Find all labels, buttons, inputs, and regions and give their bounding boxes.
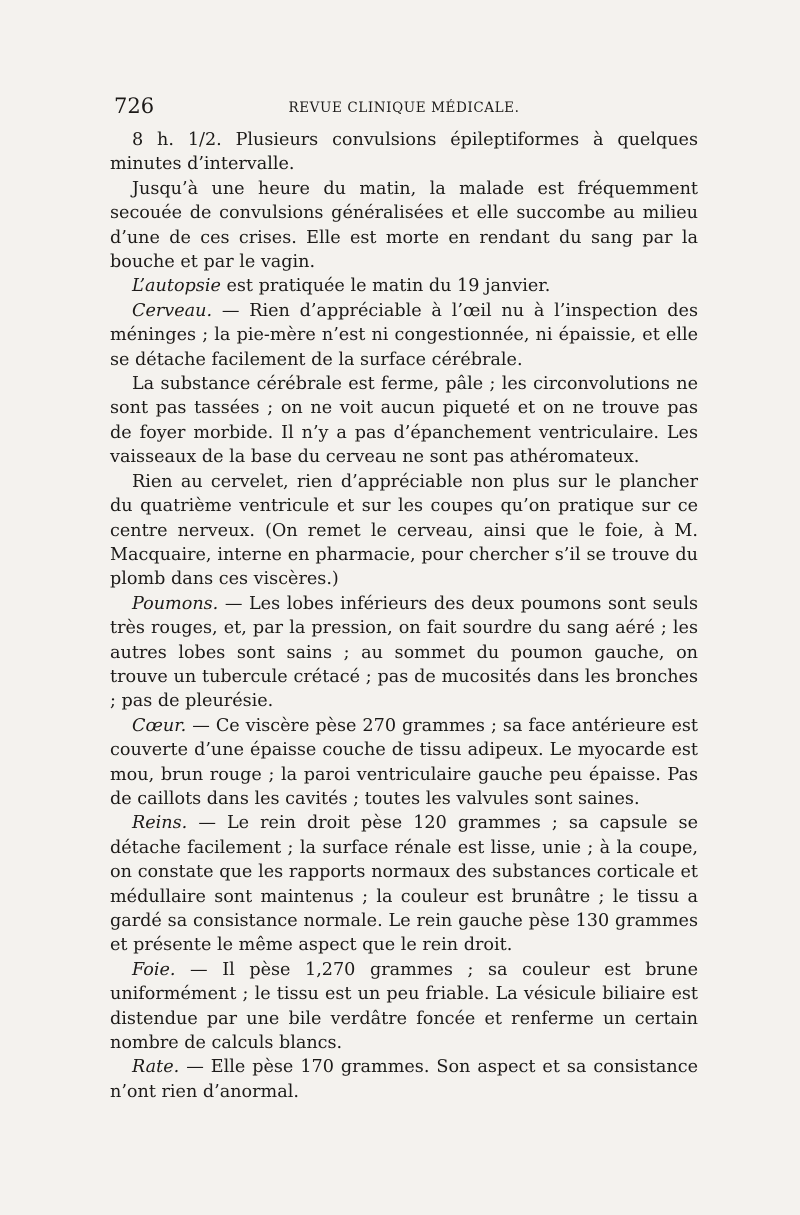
paragraph-autopsy: L’autopsie est pratiquée le matin du 19 janvier.: [132, 276, 551, 297]
body-text: [110, 128, 698, 1104]
spleen-heading: Rate.: [132, 1057, 180, 1078]
liver-heading: Foie.: [132, 959, 176, 980]
paragraph-convulsions: 8 h. 1/2. Plusieurs convulsions épileptiformes à quelques minutes d’intervalle.: [110, 130, 698, 175]
paragraph-heart: Cœur. — Ce viscère pèse 270 grammes ; sa face antérieure est couverte d’une épaisse couche de tissu adipeux. Le myocarde est mou, brun rouge ; la paroi ventriculaire gauche peu épaisse. Pas de caillots dans les cavités ; toutes les valvules sont saines.: [110, 715, 698, 809]
paragraph-cerebellum: Rien au cervelet, rien d’appréciable non plus sur le plancher du quatrième ventricule et sur les coupes qu’on pratique sur ce centre nerveux. (On remet le cerveau, ainsi que le foie, à M. Macquaire, interne en pharmacie, pour chercher s’il se trouve du plomb dans ces viscères.): [110, 471, 698, 590]
paragraph-liver: Foie. — Il pèse 1,270 grammes ; sa couleur est brune uniformément ; le tissu est un peu friable. La vésicule biliaire est distendue par une bile verdâtre foncée et renferme un certain nombre de calculs blancs.: [110, 959, 698, 1054]
paragraph-spleen: Rate. — Elle pèse 170 grammes. Son aspect et sa consistance n’ont rien d’anormal.: [110, 1057, 698, 1102]
lungs-heading: Poumons.: [132, 593, 219, 614]
paragraph-kidneys: Reins. — Le rein droit pèse 120 grammes ; sa capsule se détache facilement ; la surface rénale est lisse, unie ; à la coupe, on constate que les rapports normaux des substances corticale et médullaire sont maintenus ; la couleur est brunâtre ; le tissu a gardé sa consistance normale. Le rein gauche pèse 130 grammes et présente le même aspect que le rein droit.: [110, 813, 698, 956]
paragraph-brain: Cerveau. — Rien d’appréciable à l’œil nu à l’inspection des méninges ; la pie-mère n’est ni congestionnée, ni épaissie, et elle se détache facilement de la surface cérébrale.: [110, 300, 698, 370]
page-number: 726: [114, 94, 155, 118]
autopsy-heading: L’autopsie: [132, 276, 221, 297]
heart-heading: Cœur.: [132, 715, 187, 736]
kidneys-heading: Reins.: [132, 813, 188, 834]
page-header: [110, 94, 698, 124]
running-title: REVUE CLINIQUE MÉDICALE.: [288, 100, 520, 116]
paragraph-death: Jusqu’à une heure du matin, la malade est fréquemment secouée de convulsions généralisées et elle succombe au milieu d’une de ces crises. Elle est morte en rendant du sang par la bouche et par le vagin.: [110, 178, 698, 273]
brain-heading: Cerveau.: [132, 300, 213, 321]
paragraph-lungs: Poumons. — Les lobes inférieurs des deux poumons sont seuls très rouges, et, par la pression, on fait sourdre du sang aéré ; les autres lobes sont sains ; au sommet du poumon gauche, on trouve un tubercule crétacé ; pas de mucosités dans les bronches ; pas de pleurésie.: [110, 593, 698, 712]
paragraph-brain-substance: La substance cérébrale est ferme, pâle ; les circonvolutions ne sont pas tassées ; on ne voit aucun piqueté et on ne trouve pas de foyer morbide. Il n’y a pas d’épanchement ventriculaire. Les vaisseaux de la base du cerveau ne sont pas athéromateux.: [110, 374, 698, 468]
